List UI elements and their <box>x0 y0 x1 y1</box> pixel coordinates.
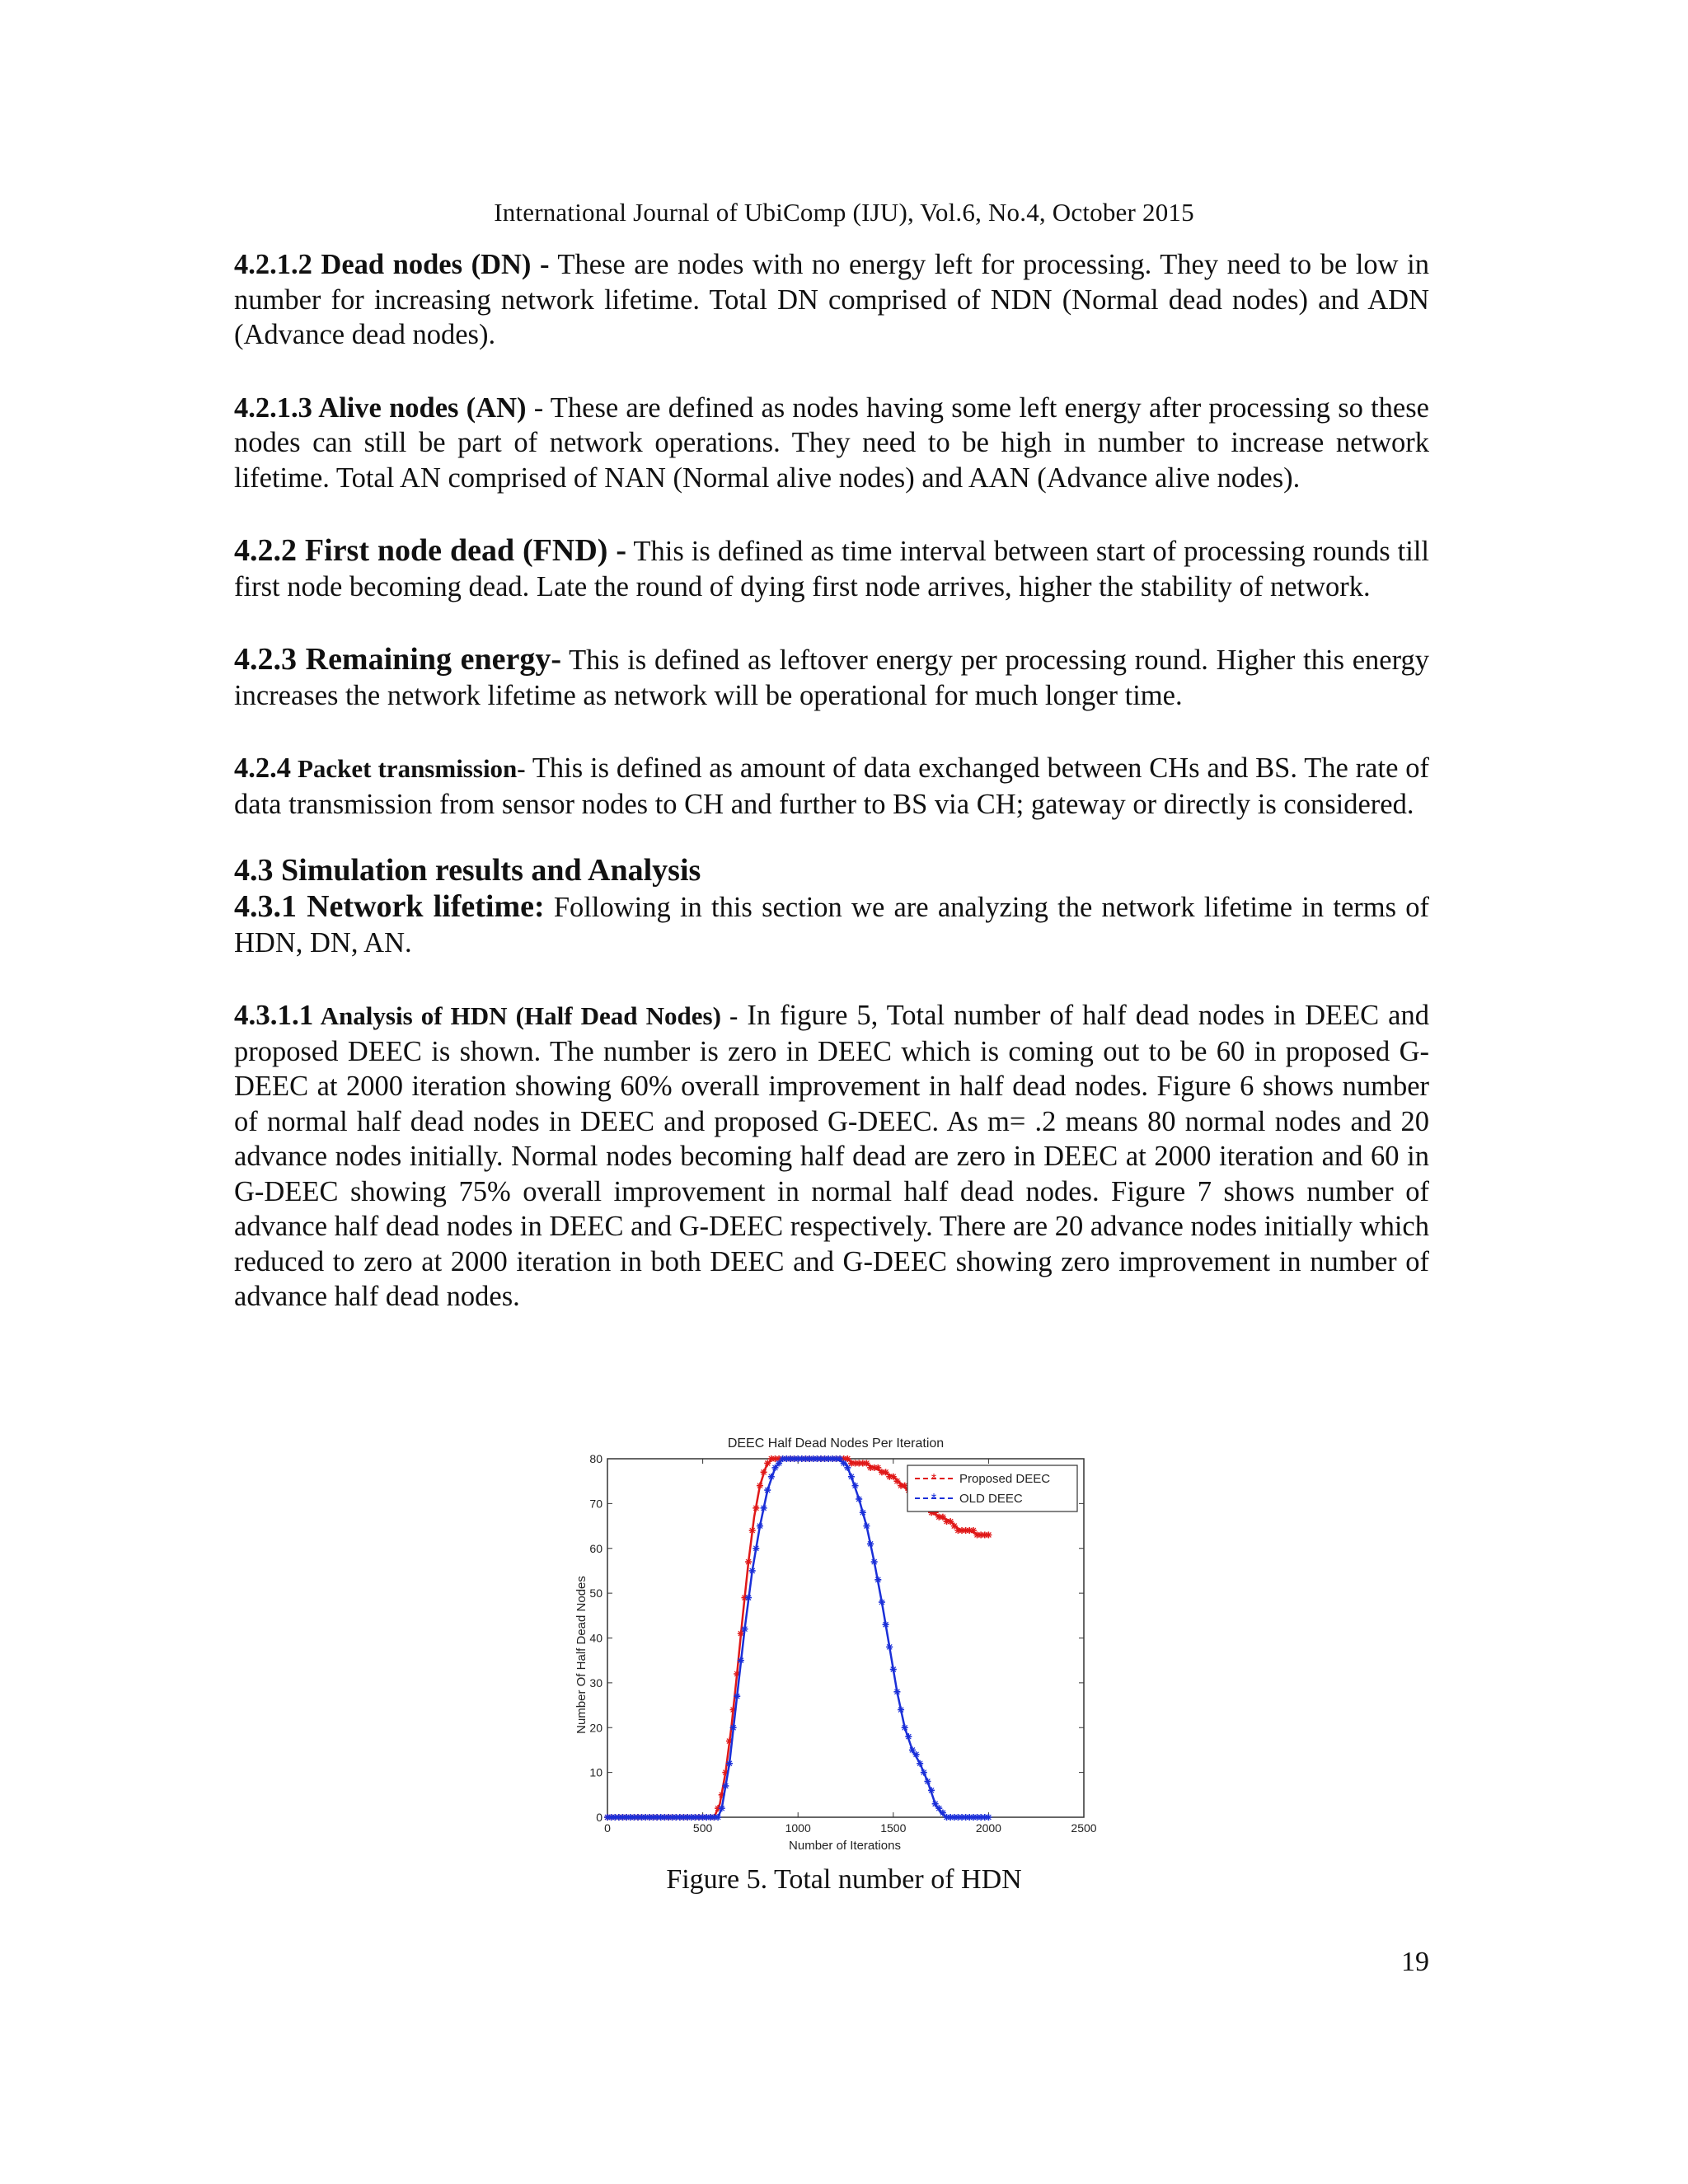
x-tick-label: 2000 <box>975 1821 1001 1835</box>
data-point-old-deec <box>867 1540 874 1547</box>
page-number: 19 <box>1401 1947 1429 1977</box>
y-tick-label: 70 <box>589 1497 603 1511</box>
data-point-old-deec <box>985 1814 992 1821</box>
data-point-old-deec <box>761 1505 767 1511</box>
data-point-old-deec <box>745 1595 752 1601</box>
y-tick-label: 10 <box>589 1765 603 1779</box>
data-point-proposed-deec <box>745 1558 752 1565</box>
data-point-old-deec <box>928 1787 935 1793</box>
y-tick-label: 50 <box>589 1586 603 1601</box>
data-point-old-deec <box>913 1751 920 1758</box>
section-text: This is defined as amount of data exchanged between CHs and BS. The rate of data transmission from sensor nodes to CH and further to BS via CH; gateway or directly is considered. <box>234 752 1429 820</box>
x-tick-label: 500 <box>692 1821 713 1835</box>
body-text <box>234 247 1429 1315</box>
section-text: These are nodes with no energy left for processing. They need to be low in number for increasing network lifetime. Total DN comprised of NDN (Normal dead nodes) and ADN (Advance dead nodes). <box>234 249 1429 350</box>
x-tick-label: 1500 <box>880 1821 907 1835</box>
section-heading: 4.2.2 First node dead (FND) - <box>234 533 626 568</box>
y-tick-label: 0 <box>596 1811 603 1824</box>
section-network-lifetime <box>234 889 1429 960</box>
section-text: This is defined as leftover energy per processing round. Higher this energy increases the network lifetime as network will be operational for much longer time. <box>234 644 1429 711</box>
data-point-proposed-deec <box>761 1469 767 1475</box>
legend-marker-old: * <box>931 1492 937 1506</box>
x-tick-label: 0 <box>604 1821 611 1835</box>
data-point-old-deec <box>730 1724 737 1731</box>
legend-label-proposed: Proposed DEEC <box>959 1472 1051 1486</box>
data-point-proposed-deec <box>757 1483 763 1489</box>
section-heading: Packet transmission- <box>291 754 526 783</box>
journal-header: International Journal of UbiComp (IJU), Vol.6, No.4, October 2015 <box>494 198 1194 227</box>
chart-title: DEEC Half Dead Nodes Per Iteration <box>727 1436 945 1451</box>
section-hdn-analysis <box>234 998 1429 1315</box>
data-point-old-deec <box>753 1545 759 1552</box>
section-simulation-heading: 4.3 Simulation results and Analysis <box>234 853 701 888</box>
y-tick-label: 60 <box>589 1541 603 1555</box>
section-text: Following in this section we are analyzing the network lifetime in terms of HDN, DN, AN. <box>234 892 1429 958</box>
section-heading: 4.3.1 Network lifetime: <box>234 889 545 924</box>
section-alive-nodes <box>234 391 1429 496</box>
chart-svg <box>560 1432 1121 1861</box>
data-point-old-deec <box>874 1577 881 1583</box>
section-heading: 4.2.3 Remaining energy- <box>234 642 561 677</box>
y-tick-label: 80 <box>589 1452 603 1465</box>
chart-legend <box>907 1465 1077 1511</box>
section-text: In figure 5, Total number of half dead nodes in DEEC and proposed DEEC is shown. The number is zero in DEEC which is coming out to be 60 in proposed G-DEEC at 2000 iteration showing 60% overall improvement in half dead nodes. Figure 6 shows number of normal half dead nodes in DEEC and proposed G-DEEC. As m= .2 means 80 normal nodes and 20 advance nodes initially. Normal nodes becoming half dead are zero in DEEC at 2000 iteration and 60 in G-DEEC showing 75% overall improvement in normal half dead nodes. Figure 7 shows number of advance half dead nodes in DEEC and G-DEEC respectively. There are 20 advance nodes initially which reduced to zero at 2000 iteration in both DEEC and G-DEEC showing zero improvement in number of advance half dead nodes. <box>234 1000 1429 1312</box>
data-point-old-deec <box>905 1733 912 1740</box>
section-heading-number: 4.2.4 <box>234 752 291 784</box>
x-tick-label: 1000 <box>785 1821 811 1835</box>
data-point-old-deec <box>844 1465 851 1471</box>
data-point-old-deec <box>719 1805 725 1811</box>
data-point-old-deec <box>898 1707 904 1713</box>
data-point-old-deec <box>749 1568 756 1574</box>
data-point-old-deec <box>738 1657 744 1664</box>
data-point-proposed-deec <box>985 1531 992 1538</box>
section-heading-number: 4.3.1.1 <box>234 999 314 1031</box>
data-point-old-deec <box>726 1760 733 1767</box>
data-point-old-deec <box>715 1814 721 1821</box>
legend-label-old: OLD DEEC <box>959 1492 1023 1506</box>
data-point-old-deec <box>902 1724 908 1731</box>
data-point-old-deec <box>860 1509 866 1516</box>
chart-plot-area <box>607 1459 1084 1817</box>
section-heading: 4.2.1.3 Alive nodes (AN) <box>234 391 527 424</box>
section-heading: Analysis of HDN (Half Dead Nodes) - <box>313 1001 738 1030</box>
section-remaining-energy <box>234 642 1429 713</box>
data-point-old-deec <box>852 1483 859 1489</box>
section-text: - These are defined as nodes having some left energy after processing so these nodes can still be part of network operations. They need to be high in number to increase network lifetime. Total AN comprised of NAN (Normal alive nodes) and AAN (Advance alive nodes). <box>234 391 1429 494</box>
x-tick-label: 2500 <box>1071 1821 1097 1835</box>
chart-y-axis-label: Number Of Half Dead Nodes <box>574 1576 588 1734</box>
section-text: This is defined as time interval between start of processing rounds till first node becoming dead. Late the round of dying first node arrives, higher the stability of network. <box>234 536 1430 602</box>
data-point-old-deec <box>893 1689 900 1695</box>
data-point-old-deec <box>917 1760 923 1767</box>
data-point-old-deec <box>757 1523 763 1530</box>
section-dead-nodes <box>234 247 1429 353</box>
data-point-old-deec <box>921 1769 927 1776</box>
figure-caption: Figure 5. Total number of HDN <box>666 1864 1022 1895</box>
y-tick-label: 20 <box>589 1721 603 1735</box>
data-point-old-deec <box>722 1783 729 1789</box>
legend-marker-proposed: * <box>931 1472 937 1486</box>
section-heading: 4.2.1.2 Dead nodes (DN) - <box>234 249 550 280</box>
section-first-node-dead <box>234 533 1429 604</box>
data-point-old-deec <box>863 1523 870 1530</box>
data-point-old-deec <box>924 1779 931 1785</box>
data-point-old-deec <box>768 1474 775 1480</box>
data-point-old-deec <box>741 1626 748 1633</box>
data-point-old-deec <box>856 1496 862 1502</box>
data-point-old-deec <box>734 1693 740 1699</box>
data-point-old-deec <box>879 1599 885 1605</box>
data-point-old-deec <box>871 1558 878 1565</box>
data-point-old-deec <box>890 1666 897 1673</box>
section-packet-transmission <box>234 751 1429 822</box>
data-point-old-deec <box>886 1643 893 1650</box>
figure-hdn-chart <box>560 1432 1121 1861</box>
y-tick-label: 40 <box>589 1631 603 1645</box>
data-point-proposed-deec <box>749 1527 756 1534</box>
data-point-old-deec <box>848 1474 855 1480</box>
data-point-proposed-deec <box>753 1505 759 1511</box>
data-point-old-deec <box>764 1487 771 1493</box>
y-tick-label: 30 <box>589 1675 603 1690</box>
chart-x-axis-label: Number of Iterations <box>789 1839 901 1853</box>
data-point-old-deec <box>883 1621 889 1628</box>
